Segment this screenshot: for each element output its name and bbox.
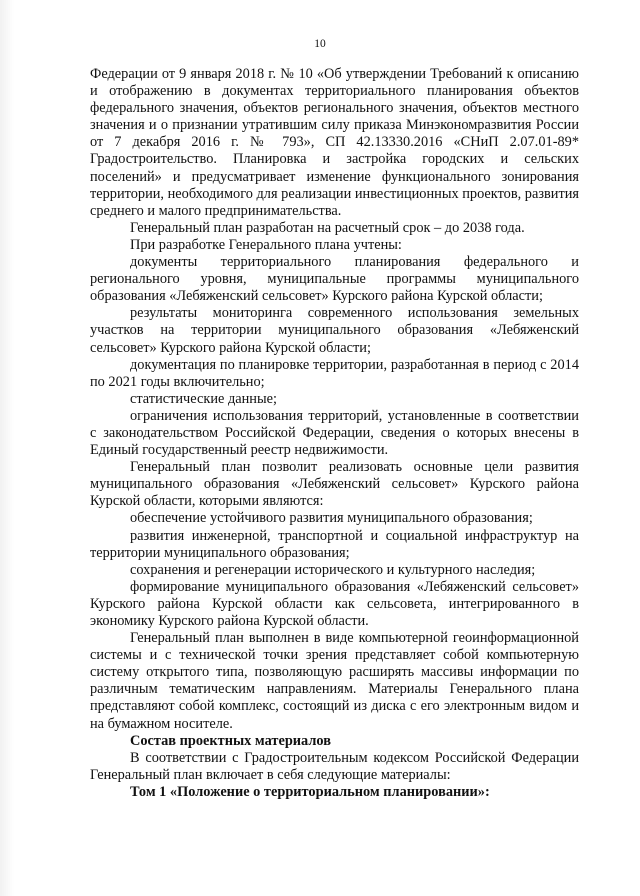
- list-item-planning-documentation: документация по планировке территории, разработанная в период с 2014 по 2021 годы включительно;: [90, 356, 579, 390]
- volume-heading: Том 1 «Положение о территориальном планировании»:: [130, 783, 490, 800]
- list-item-monitoring: результаты мониторинга современного использования земельных участков на территории муниципального образования «Лебяженский сельсовет» Курского района Курской области;: [90, 305, 579, 356]
- paragraph-considered-intro: При разработке Генерального плана учтены:: [130, 236, 402, 253]
- document-body: [90, 66, 579, 801]
- paragraph-term: Генеральный план разработан на расчетный срок – до 2038 года.: [130, 219, 525, 236]
- list-item-restrictions: ограничения использования территорий, установленные в соответствии с законодательством Российской Федерации, сведения о которых внесены в Единый государственный реестр недвижимости.: [90, 407, 579, 459]
- list-item-planning-documents: документы территориального планирования федерального и регионального уровня, муниципальные программы муниципального образования «Лебяженский сельсовет» Курского района Курской области;: [90, 254, 579, 305]
- paragraph-goals-intro: Генеральный план позволит реализовать основные цели развития муниципального образования «Лебяженский сельсовет» Курского района Курской области, которыми являются:: [90, 459, 579, 510]
- paragraph-materials-intro: В соответствии с Градостроительным кодексом Российской Федерации Генеральный план включает в себя следующие материалы:: [90, 749, 579, 783]
- paragraph-continuation: Федерации от 9 января 2018 г. № 10 «Об утверждении Требований к описанию и отображению в документах территориального планирования объектов федерального значения, объектов регионального значения, объектов местного значения и о признании утратившим силу приказа Минэкономразвития России от 7 декабря 2016 г. № 793», СП 42.13330.2016 «СНиП 2.07.01-89* Градостроительство. Планировка и застройка городских и сельских поселений» и предусматривает изменение функционального зонирования территории, необходимого для реализации инвестиционных проектов, развития среднего и малого предпринимательства.: [90, 66, 579, 219]
- list-item-sustainable-development: обеспечение устойчивого развития муниципального образования;: [130, 510, 533, 527]
- scan-edge-shadow: [0, 0, 14, 896]
- section-heading: Состав проектных материалов: [130, 732, 331, 749]
- list-item-statistics: статистические данные;: [130, 390, 277, 407]
- list-item-infrastructure: развития инженерной, транспортной и социальной инфраструктур на территории муниципального образования;: [90, 527, 579, 561]
- page-number: 10: [314, 38, 326, 50]
- list-item-integration: формирование муниципального образования «Лебяженский сельсовет» Курского района Курской области как сельсовета, интегрированного в экономику Курского района Курской области.: [90, 578, 579, 629]
- paragraph-gis: Генеральный план выполнен в виде компьютерной геоинформационной системы и с технической точки зрения представляет собой компьютерную систему открытого типа, позволяющую расширять массивы информации по различным тематическим направлениям. Материалы Генерального плана представляют собой комплекс, состоящий из диска с его электронным видом и на бумажном носителе.: [90, 630, 579, 732]
- list-item-heritage: сохранения и регенерации исторического и культурного наследия;: [130, 561, 536, 578]
